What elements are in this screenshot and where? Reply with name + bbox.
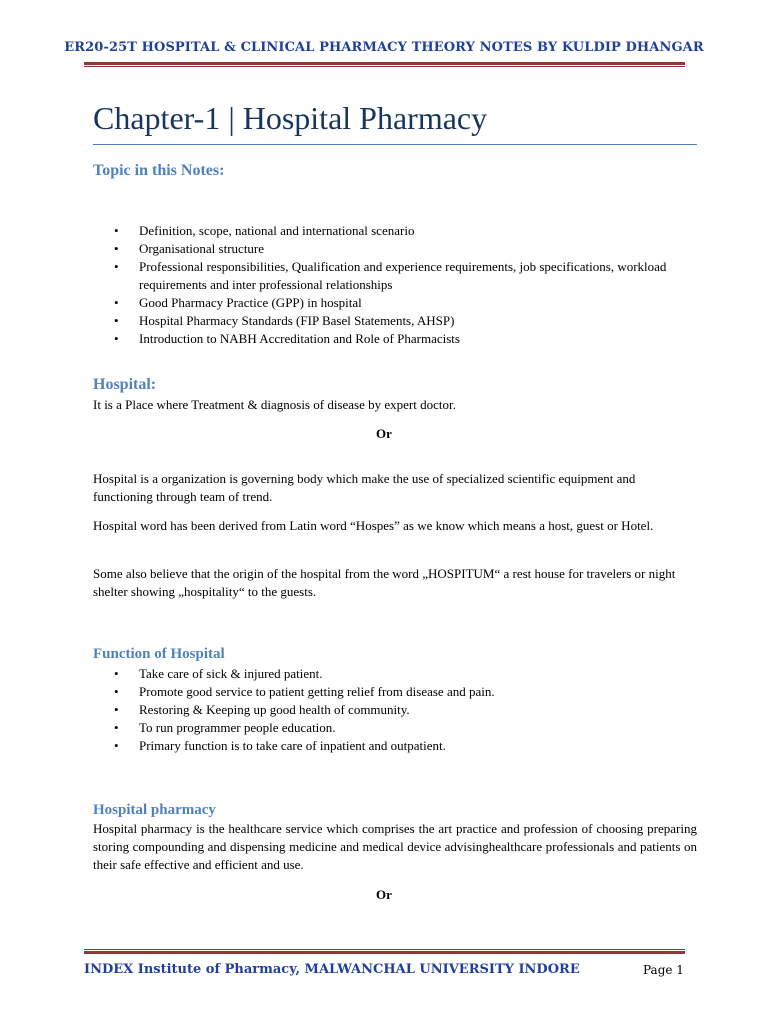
bullet-icon: • xyxy=(114,259,119,274)
header-rule xyxy=(84,62,685,65)
list-item: • Take care of sick & injured patient. xyxy=(114,666,323,681)
topics-list xyxy=(93,222,683,348)
bullet-icon: • xyxy=(114,666,119,681)
list-item: • Professional responsibilities, Qualification and experience requirements, job specifications, workload requirements and inter professional relationships xyxy=(114,259,667,292)
topics-heading: Topic in this Notes: xyxy=(93,162,225,179)
list-item: • To run programmer people education. xyxy=(114,720,336,735)
bullet-icon: • xyxy=(114,295,119,310)
bullet-icon: • xyxy=(114,720,119,735)
list-item: • Restoring & Keeping up good health of community. xyxy=(114,702,410,717)
hospital-definition: It is a Place where Treatment & diagnosis of disease by expert doctor. xyxy=(93,397,456,412)
chapter-title: Chapter-1 | Hospital Pharmacy xyxy=(93,100,488,136)
hospital-pharmacy-heading: Hospital pharmacy xyxy=(93,802,216,818)
list-item: • Definition, scope, national and international scenario xyxy=(114,223,415,238)
or-separator: Or xyxy=(376,887,392,902)
functions-heading: Function of Hospital xyxy=(93,646,225,662)
bullet-icon: • xyxy=(114,313,119,328)
list-item: • Good Pharmacy Practice (GPP) in hospital xyxy=(114,295,362,310)
list-item: • Introduction to NABH Accreditation and Role of Pharmacists xyxy=(114,331,460,346)
page-number: Page 1 xyxy=(643,963,684,977)
bullet-icon: • xyxy=(114,223,119,238)
list-item: • Primary function is to take care of inpatient and outpatient. xyxy=(114,738,446,753)
bullet-icon: • xyxy=(114,331,119,346)
list-item: • Hospital Pharmacy Standards (FIP Basel Statements, AHSP) xyxy=(114,313,455,328)
bullet-icon: • xyxy=(114,738,119,753)
chapter-title-rule xyxy=(93,144,697,145)
header-title: ER20-25T HOSPITAL & CLINICAL PHARMACY THEORY NOTES BY KULDIP DHANGAR xyxy=(64,40,704,55)
footer-rule xyxy=(84,951,685,954)
functions-list xyxy=(93,665,683,755)
bullet-icon: • xyxy=(114,702,119,717)
bullet-icon: • xyxy=(114,241,119,256)
footer-rule-thin xyxy=(84,949,685,950)
hospital-paragraph-2: Hospital word has been derived from Latin word “Hospes” as we know which means a host, guest or Hotel. xyxy=(93,518,654,533)
hospital-paragraph-3: Some also believe that the origin of the hospital from the word „HOSPITUM“ a rest house for travelers or night shelter showing „hospitality“ to the guests. xyxy=(93,566,676,599)
list-item: • Organisational structure xyxy=(114,241,265,256)
header-rule-thin xyxy=(84,66,685,67)
hospital-pharmacy-definition: Hospital pharmacy is the healthcare service which comprises the art practice and profession of choosing preparing storing compounding and dispensing medicine and medical device advisinghealthcare professionals and patients on their safe effective and efficient and use. xyxy=(93,821,697,872)
hospital-paragraph-1: Hospital is a organization is governing body which make the use of specialized scientific equipment and functioning through team of trend. xyxy=(93,471,636,504)
list-item: • Promote good service to patient getting relief from disease and pain. xyxy=(114,684,495,699)
bullet-icon: • xyxy=(114,684,119,699)
hospital-heading: Hospital: xyxy=(93,376,157,393)
footer-institute: INDEX Institute of Pharmacy, MALWANCHAL UNIVERSITY INDORE xyxy=(84,962,580,977)
or-separator: Or xyxy=(376,426,392,441)
